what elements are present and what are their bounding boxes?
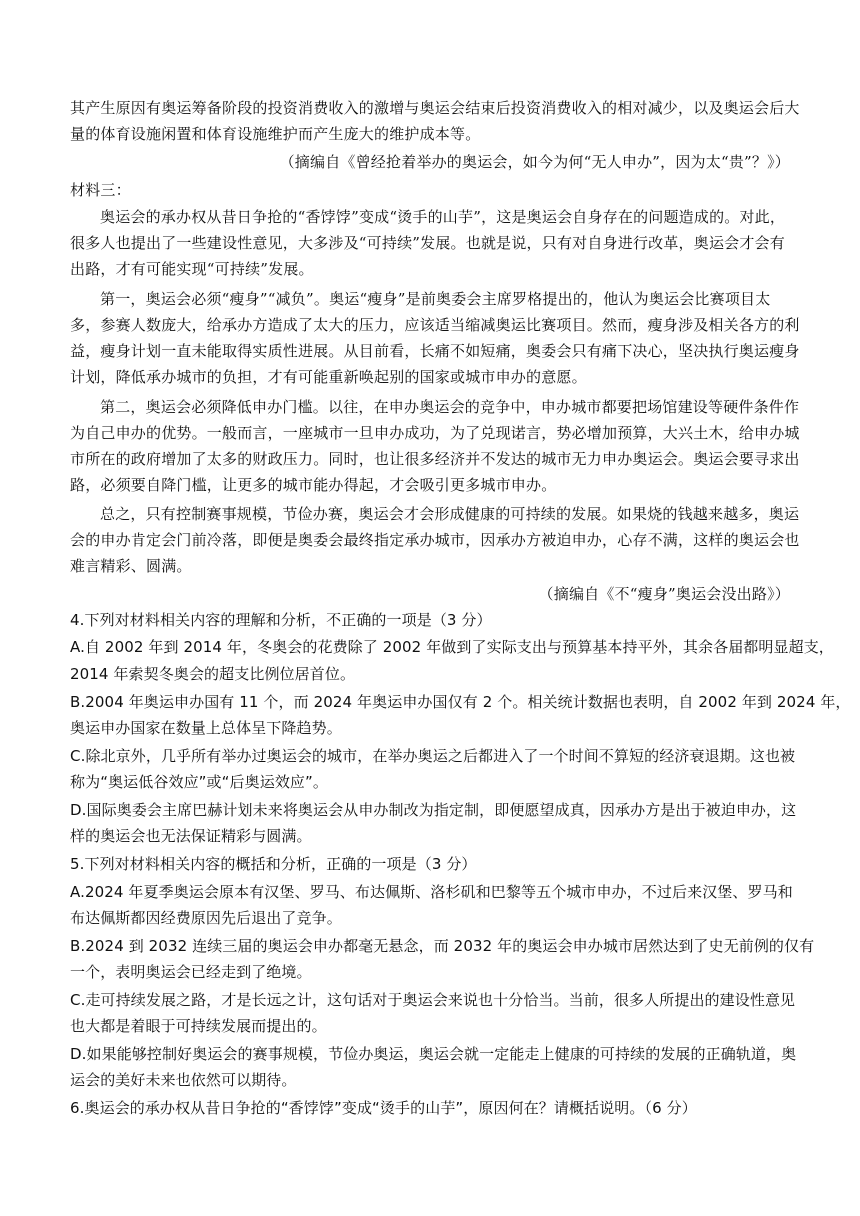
question-5-stem: 5.下列对材料相关内容的概括和分析，正确的一项是（3 分） [70,855,477,873]
question-5-option-c: C.走可持续发展之路，才是长远之计，这句话对于奥运会来说也十分恰当。当前，很多人所提出的建设性意见 [70,991,796,1009]
question-5-option-b: 一个，表明奥运会已经走到了绝境。 [70,963,312,981]
question-4-option-b: B.2004 年奥运申办国有 11 个，而 2024 年奥运申办国仅有 2 个。相关统计数据也表明，自 2002 年到 2024 年， [70,693,851,711]
material-three-line: 总之，只有控制赛事规模，节俭办赛，奥运会才会形成健康的可持续的发展。如果烧的钱越来越多，奥运 [100,505,800,523]
material-three-line: 会的申办肯定会门前冷落，即便是奥委会最终指定承办城市，因承办方被迫申办，心存不满，这样的奥运会也 [70,531,800,549]
question-4-option-c: 称为“奥运低谷效应”或“后奥运效应”。 [70,773,328,791]
material-three-line: 计划，降低承办城市的负担，才有可能重新唤起别的国家或城市申办的意愿。 [70,368,587,386]
question-5-option-d: 运会的美好未来也依然可以期待。 [70,1071,297,1089]
material-three-heading: 材料三： [70,181,131,199]
question-6-stem: 6.奥运会的承办权从昔日争抢的“香饽饽”变成“烫手的山芋”，原因何在？请概括说明。（6 分） [70,1099,697,1117]
question-5-option-a: 布达佩斯都因经费原因先后退出了竞争。 [70,909,342,927]
question-4-stem: 4.下列对材料相关内容的理解和分析，不正确的一项是（3 分） [70,611,492,629]
material-two-line: 量的体育设施闲置和体育设施维护而产生庞大的维护成本等。 [70,125,481,143]
material-three-line: 出路，才有可能实现“可持续”发展。 [70,260,314,278]
question-5-option-d: D.如果能够控制好奥运会的赛事规模，节俭办奥运，奥运会就一定能走上健康的可持续的发展的正确轨道，奥 [70,1045,797,1063]
question-4-option-a: A.自 2002 年到 2014 年，冬奥会的花费除了 2002 年做到了实际支出与预算基本持平外，其余各届都明显超支， [70,638,834,656]
material-three-line: 第二，奥运会必须降低申办门槛。以往，在申办奥运会的竞争中，申办城市都要把场馆建设等硬件条件作 [100,398,800,416]
question-4-option-b: 奥运申办国家在数量上总体呈下降趋势。 [70,719,342,737]
material-three-line: 路，必须要自降门槛，让更多的城市能办得起，才会吸引更多城市申办。 [70,476,557,494]
material-two-source: （摘编自《曾经抢着举办的奥运会，如今为何“无人申办”，因为太“贵”？》） [279,153,790,171]
material-three-line: 奥运会的承办权从昔日争抢的“香饽饽”变成“烫手的山芋”，这是奥运会自身存在的问题造成的。对此， [100,208,786,226]
question-5-option-b: B.2024 到 2032 连续三届的奥运会申办都毫无悬念，而 2032 年的奥运会申办城市居然达到了史无前例的仅有 [70,937,815,955]
question-5-option-a: A.2024 年夏季奥运会原本有汉堡、罗马、布达佩斯、洛杉矶和巴黎等五个城市申办，不过后来汉堡、罗马和 [70,883,793,901]
material-three-line: 市所在的政府增加了太多的财政压力。同时，也让很多经济并不发达的城市无力申办奥运会。奥运会要寻求出 [70,450,800,468]
question-4-option-a: 2014 年索契冬奥会的超支比例位居首位。 [70,665,356,683]
material-three-line: 益，瘦身计划一直未能取得实质性进展。从目前看，长痛不如短痛，奥委会只有痛下决心，坚决执行奥运瘦身 [70,342,800,360]
material-three-line: 难言精彩、圆满。 [70,557,192,575]
material-three-line: 很多人也提出了一些建设性意见，大多涉及“可持续”发展。也就是说，只有对自身进行改革，奥运会才会有 [70,234,785,252]
material-two-line: 其产生原因有奥运筹备阶段的投资消费收入的激增与奥运会结束后投资消费收入的相对减少，以及奥运会后大 [70,99,800,117]
question-4-option-d: D.国际奥委会主席巴赫计划未来将奥运会从申办制改为指定制，即便愿望成真，因承办方是出于被迫申办，这 [70,801,797,819]
material-three-source: （摘编自《不“瘦身”奥运会没出路》） [538,585,790,603]
question-4-option-d: 样的奥运会也无法保证精彩与圆满。 [70,827,312,845]
material-three-line: 第一，奥运会必须“瘦身”“减负”。奥运“瘦身”是前奥委会主席罗格提出的，他认为奥运会比赛项目太 [100,290,771,308]
question-5-option-c: 也大都是着眼于可持续发展而提出的。 [70,1017,327,1035]
material-three-line: 多，参赛人数庞大，给承办方造成了太大的压力，应该适当缩减奥运比赛项目。然而，瘦身涉及相关各方的利 [70,316,800,334]
question-4-option-c: C.除北京外，几乎所有举办过奥运会的城市，在举办奥运之后都进入了一个时间不算短的经济衰退期。这也被 [70,747,796,765]
material-three-line: 为自己申办的优势。一般而言，一座城市一旦申办成功，为了兑现诺言，势必增加预算，大兴土木，给申办城 [70,424,800,442]
